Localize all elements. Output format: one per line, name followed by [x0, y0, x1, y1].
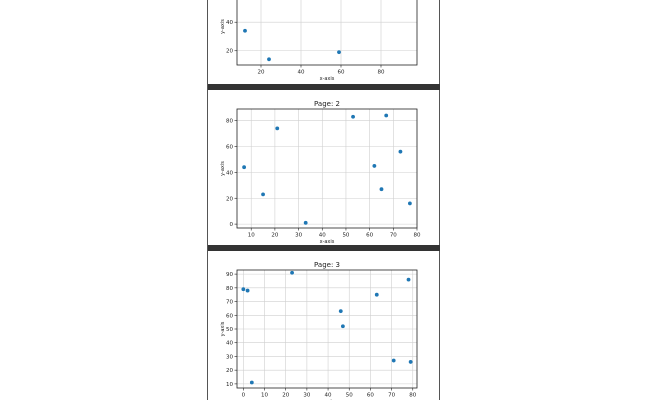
data-point — [339, 309, 343, 313]
data-point — [407, 278, 411, 282]
chart-title: Page: 3 — [314, 261, 340, 269]
y-tick-label: 20 — [226, 48, 233, 55]
y-axis-label: y-axis — [220, 19, 226, 34]
x-tick-label: 10 — [261, 392, 269, 399]
x-tick-label: 40 — [324, 392, 332, 399]
x-tick-label: 10 — [247, 232, 255, 239]
chart-3 — [220, 261, 417, 400]
data-point — [409, 360, 413, 364]
data-point — [250, 381, 254, 385]
x-axis-label: x-axis — [319, 239, 335, 245]
y-tick-label: 20 — [226, 196, 233, 203]
data-point — [246, 289, 250, 293]
plot-area — [237, 0, 417, 65]
data-point — [290, 271, 294, 275]
x-tick-label: 20 — [282, 392, 290, 399]
x-tick-label: 80 — [409, 392, 417, 399]
data-point — [372, 164, 376, 168]
page-separator-2 — [208, 245, 440, 251]
chart-2 — [220, 100, 421, 245]
y-tick-label: 80 — [226, 285, 233, 292]
x-tick-label: 40 — [318, 232, 326, 239]
y-tick-label: 30 — [226, 354, 233, 361]
x-tick-label: 70 — [389, 232, 397, 239]
x-tick-label: 20 — [257, 69, 265, 76]
y-tick-label: 60 — [226, 313, 233, 320]
data-point — [304, 221, 308, 225]
y-axis-label: y-axis — [220, 161, 226, 176]
x-tick-label: 70 — [388, 392, 396, 399]
data-point — [275, 127, 279, 131]
y-tick-label: 60 — [226, 144, 233, 151]
y-tick-label: 40 — [226, 170, 233, 177]
chart-1 — [220, 0, 417, 82]
page-separator-1 — [208, 84, 440, 90]
y-tick-label: 40 — [226, 340, 233, 347]
y-axis-label: y-axis — [220, 321, 226, 337]
data-point — [351, 115, 355, 119]
chart-title: Page: 2 — [314, 100, 340, 108]
data-point — [408, 202, 412, 206]
y-tick-label: 10 — [226, 381, 233, 388]
data-point — [392, 359, 396, 363]
x-tick-label: 50 — [342, 232, 350, 239]
y-tick-label: 90 — [226, 272, 233, 279]
x-tick-label: 30 — [295, 232, 303, 239]
y-tick-label: 20 — [226, 368, 233, 375]
x-tick-label: 30 — [303, 392, 311, 399]
x-tick-label: 80 — [413, 232, 421, 239]
data-point — [261, 192, 265, 196]
data-point — [380, 187, 384, 191]
x-tick-label: 60 — [366, 232, 374, 239]
data-point — [243, 29, 247, 33]
x-tick-label: 0 — [241, 392, 246, 399]
x-tick-label: 80 — [377, 69, 385, 76]
x-tick-label: 40 — [297, 69, 305, 76]
data-point — [399, 150, 403, 154]
data-point — [242, 165, 246, 169]
plot-area — [237, 109, 417, 228]
y-tick-label: 40 — [226, 20, 233, 27]
data-point — [384, 114, 388, 118]
x-tick-label: 60 — [337, 69, 345, 76]
data-point — [241, 287, 245, 291]
y-tick-label: 80 — [226, 118, 233, 125]
x-tick-label: 20 — [271, 232, 279, 239]
x-tick-label: 50 — [345, 392, 353, 399]
data-point — [341, 324, 345, 328]
y-tick-label: 0 — [229, 222, 233, 229]
data-point — [375, 293, 379, 297]
data-point — [267, 57, 271, 61]
data-point — [337, 50, 341, 54]
x-axis-label: x-axis — [319, 76, 335, 82]
y-tick-label: 70 — [226, 299, 233, 306]
x-tick-label: 60 — [366, 392, 374, 399]
y-tick-label: 50 — [226, 327, 233, 333]
